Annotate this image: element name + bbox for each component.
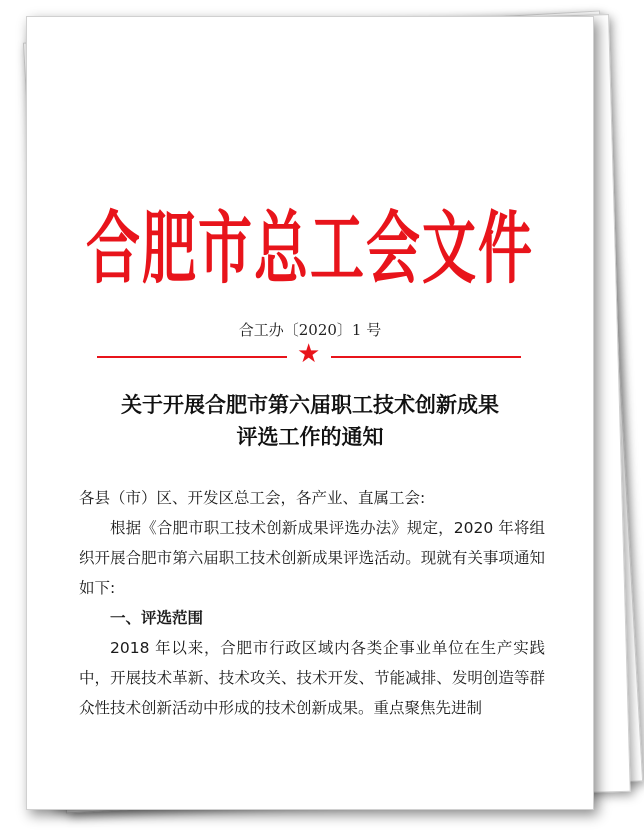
notice-title-line-1: 关于开展合肥市第六届职工技术创新成果 xyxy=(121,392,499,417)
notice-title-line-2: 评选工作的通知 xyxy=(236,424,384,449)
paragraph-1: 根据《合肥市职工技术创新成果评选办法》规定，2020 年将组织开展合肥市第六届职工技术创新成果评选活动。现就有关事项通知如下: xyxy=(79,519,545,597)
masthead-title: 合肥市总工会文件 xyxy=(86,202,534,295)
section-heading-1: 一、评选范围 xyxy=(110,609,204,627)
salutation: 各县（市）区、开发区总工会，各产业、直属工会: xyxy=(79,489,426,507)
paragraph-2: 2018 年以来，合肥市行政区域内各类企事业单位在生产实践中，开展技术革新、技术攻关、技术开发、节能减排、发明创造等群众性技术创新活动中形成的技术创新成果。重点聚焦先进制 xyxy=(79,639,545,717)
document-number: 合工办〔2020〕1 号 xyxy=(238,321,382,339)
document-body xyxy=(79,483,545,723)
divider-line-left xyxy=(97,356,287,358)
star-icon: ★ xyxy=(297,339,321,369)
divider-line-right xyxy=(331,356,521,358)
red-divider xyxy=(27,339,593,369)
document-page xyxy=(26,16,594,810)
